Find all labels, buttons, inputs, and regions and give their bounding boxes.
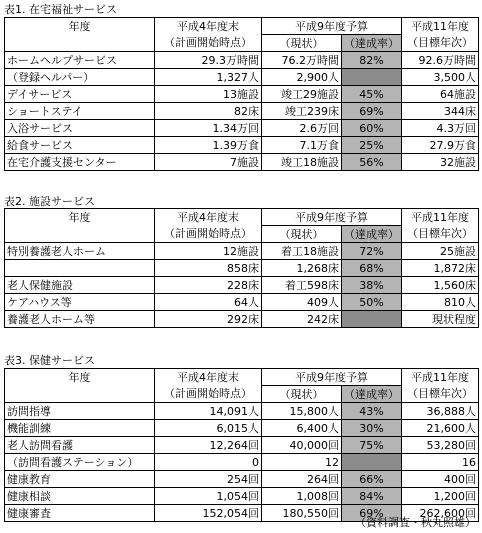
table-row [5, 454, 479, 471]
h9-subheader: （現状） [262, 35, 342, 52]
h9-value: 2,900人 [262, 69, 342, 86]
h9-subheader: （現状） [262, 386, 342, 403]
row-label: 養護老人ホーム等 [5, 311, 155, 328]
achievement-rate: 68% [342, 260, 402, 277]
h11-value: 4.3万回 [402, 120, 479, 137]
h9-value: 着工598床 [262, 277, 342, 294]
table-row [5, 52, 479, 69]
h4-value: 13施設 [155, 86, 262, 103]
year-subheader [5, 386, 155, 403]
h9-value: 竣工239床 [262, 103, 342, 120]
row-label: 機能訓練 [5, 420, 155, 437]
table-row [5, 420, 479, 437]
h4-value: 64人 [155, 294, 262, 311]
h11-value: 現状程度 [402, 311, 479, 328]
header-row [5, 209, 479, 226]
row-label: 老人訪問看護 [5, 437, 155, 454]
row-label: 健康相談 [5, 488, 155, 505]
row-label: 老人保健施設 [5, 277, 155, 294]
achievement-rate [342, 69, 402, 86]
table1-home-welfare-services [4, 17, 479, 171]
h9-value: 1,008回 [262, 488, 342, 505]
h9-value: 264回 [262, 471, 342, 488]
table1-caption: 表1. 在宅福祉サービス [4, 3, 117, 16]
h4-value: 12施設 [155, 243, 262, 260]
achievement-rate [342, 311, 402, 328]
table-row [5, 311, 479, 328]
h11-value: 53,280回 [402, 437, 479, 454]
achievement-rate: 72% [342, 243, 402, 260]
row-label [5, 260, 155, 277]
h11-value: 64施設 [402, 86, 479, 103]
rate-subheader: （達成率） [342, 35, 402, 52]
h9-header: 平成9年度予算 [262, 369, 402, 386]
table-row [5, 403, 479, 420]
h9-value: 180,550回 [262, 505, 342, 522]
achievement-rate: 69% [342, 103, 402, 120]
achievement-rate: 50% [342, 294, 402, 311]
table-row [5, 260, 479, 277]
table-row [5, 86, 479, 103]
h4-value: 82床 [155, 103, 262, 120]
h11-value: 25施設 [402, 243, 479, 260]
h4-value: 1,327人 [155, 69, 262, 86]
year-subheader [5, 35, 155, 52]
h11-value: 810人 [402, 294, 479, 311]
table-row [5, 69, 479, 86]
subheader-row [5, 226, 479, 243]
row-label: （訪問看護ステーション） [5, 454, 155, 471]
h11-value: 36,888人 [402, 403, 479, 420]
h9-value: 40,000回 [262, 437, 342, 454]
h9-value: 2.6万回 [262, 120, 342, 137]
h9-value: 409人 [262, 294, 342, 311]
h11-value: 344床 [402, 103, 479, 120]
h9-value: 竣工29施設 [262, 86, 342, 103]
table-row [5, 243, 479, 260]
row-label: デイサービス [5, 86, 155, 103]
h11-value: 262,600回 [402, 505, 479, 522]
h4-header: 平成4年度末 [155, 209, 262, 226]
h11-value: 21,600人 [402, 420, 479, 437]
table3-health-services [4, 368, 479, 522]
table-row [5, 294, 479, 311]
achievement-rate: 66% [342, 471, 402, 488]
h11-header: 平成11年度 [402, 369, 479, 386]
h9-value: 1,268床 [262, 260, 342, 277]
h9-header: 平成9年度予算 [262, 209, 402, 226]
row-label: （登録ヘルパー） [5, 69, 155, 86]
h4-value: 152,054回 [155, 505, 262, 522]
row-label: 健康教育 [5, 471, 155, 488]
h4-value: 29.3万時間 [155, 52, 262, 69]
table-row [5, 471, 479, 488]
source-note: （資料調査・秋丸照雄） [355, 516, 476, 529]
table-row [5, 137, 479, 154]
h11-value: 27.9万食 [402, 137, 479, 154]
h9-subheader: （現状） [262, 226, 342, 243]
row-label: 健康審査 [5, 505, 155, 522]
header-row [5, 18, 479, 35]
table-row [5, 437, 479, 454]
row-label: 給食サービス [5, 137, 155, 154]
h9-value: 15,800人 [262, 403, 342, 420]
achievement-rate: 45% [342, 86, 402, 103]
header-row [5, 369, 479, 386]
row-label: ショートステイ [5, 103, 155, 120]
h11-subheader: （目標年次） [402, 226, 479, 243]
table-row [5, 120, 479, 137]
rate-subheader: （達成率） [342, 386, 402, 403]
h4-header: 平成4年度末 [155, 18, 262, 35]
year-header: 年度 [5, 18, 155, 35]
h4-header: 平成4年度末 [155, 369, 262, 386]
h4-subheader: （計画開始時点） [155, 386, 262, 403]
h11-value: 1,872床 [402, 260, 479, 277]
h4-value: 1.34万回 [155, 120, 262, 137]
h4-value: 6,015人 [155, 420, 262, 437]
h4-value: 292床 [155, 311, 262, 328]
h4-value: 1.39万食 [155, 137, 262, 154]
h9-value: 6,400人 [262, 420, 342, 437]
h9-value: 76.2万時間 [262, 52, 342, 69]
h4-value: 858床 [155, 260, 262, 277]
h11-header: 平成11年度 [402, 209, 479, 226]
subheader-row [5, 386, 479, 403]
h4-subheader: （計画開始時点） [155, 35, 262, 52]
h4-value: 1,054回 [155, 488, 262, 505]
table-row [5, 488, 479, 505]
achievement-rate: 84% [342, 488, 402, 505]
row-label: ホームヘルプサービス [5, 52, 155, 69]
h9-value: 242床 [262, 311, 342, 328]
h4-value: 0 [155, 454, 262, 471]
achievement-rate: 75% [342, 437, 402, 454]
year-subheader [5, 226, 155, 243]
achievement-rate: 25% [342, 137, 402, 154]
year-header: 年度 [5, 369, 155, 386]
achievement-rate: 69% [342, 505, 402, 522]
h4-value: 12,264回 [155, 437, 262, 454]
h4-value: 7施設 [155, 154, 262, 171]
h11-header: 平成11年度 [402, 18, 479, 35]
table-row [5, 154, 479, 171]
h9-value: 12 [262, 454, 342, 471]
h9-value: 竣工18施設 [262, 154, 342, 171]
row-label: 入浴サービス [5, 120, 155, 137]
achievement-rate: 82% [342, 52, 402, 69]
table2-caption: 表2. 施設サービス [4, 195, 95, 208]
row-label: ケアハウス等 [5, 294, 155, 311]
row-label: 在宅介護支援センター [5, 154, 155, 171]
year-header: 年度 [5, 209, 155, 226]
h4-value: 254回 [155, 471, 262, 488]
table3-caption: 表3. 保健サービス [4, 354, 95, 367]
h9-value: 7.1万食 [262, 137, 342, 154]
rate-subheader: （達成率） [342, 226, 402, 243]
h11-value: 16 [402, 454, 479, 471]
h11-value: 400回 [402, 471, 479, 488]
achievement-rate: 30% [342, 420, 402, 437]
h11-value: 3,500人 [402, 69, 479, 86]
h9-header: 平成9年度予算 [262, 18, 402, 35]
h11-value: 1,560床 [402, 277, 479, 294]
h11-subheader: （目標年次） [402, 35, 479, 52]
subheader-row [5, 35, 479, 52]
achievement-rate [342, 454, 402, 471]
h11-subheader: （目標年次） [402, 386, 479, 403]
h11-value: 1,200回 [402, 488, 479, 505]
h11-value: 92.6万時間 [402, 52, 479, 69]
achievement-rate: 56% [342, 154, 402, 171]
row-label: 訪問指導 [5, 403, 155, 420]
achievement-rate: 43% [342, 403, 402, 420]
h4-value: 228床 [155, 277, 262, 294]
table-row [5, 103, 479, 120]
h4-value: 14,091人 [155, 403, 262, 420]
row-label: 特別養護老人ホーム [5, 243, 155, 260]
achievement-rate: 38% [342, 277, 402, 294]
achievement-rate: 60% [342, 120, 402, 137]
h9-value: 着工18施設 [262, 243, 342, 260]
table-row [5, 277, 479, 294]
h4-subheader: （計画開始時点） [155, 226, 262, 243]
h11-value: 32施設 [402, 154, 479, 171]
table2-facility-services [4, 208, 479, 328]
